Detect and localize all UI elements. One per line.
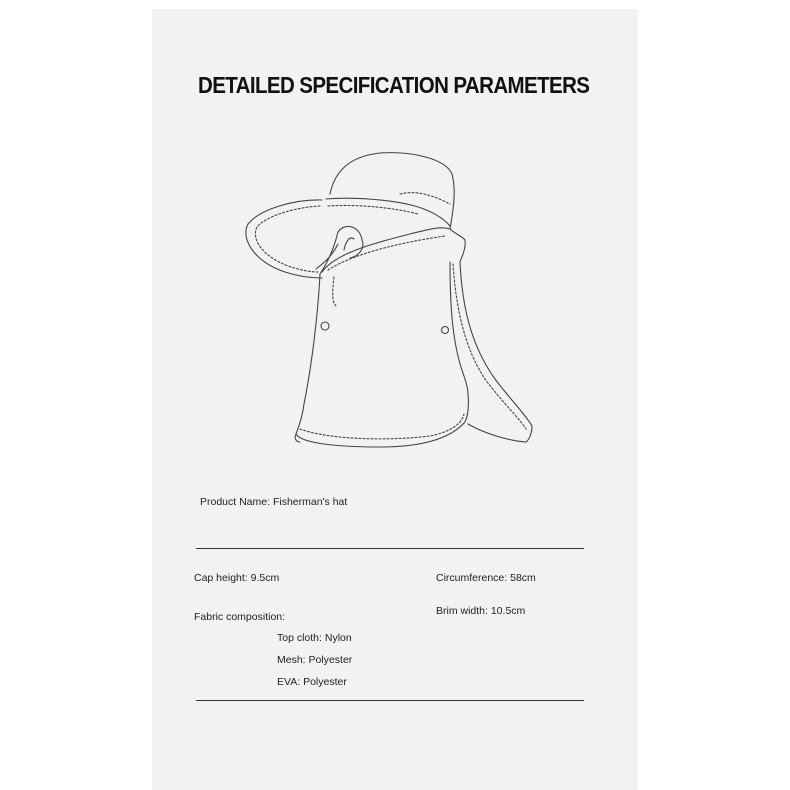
fabric-heading: Fabric composition: [194, 611, 286, 623]
circumference: Circumference: 58cm [436, 572, 536, 584]
spec-sheet [152, 9, 638, 790]
cap-height: Cap height: 9.5cm [194, 572, 280, 584]
fabric-item: EVA: Polyester [277, 676, 347, 688]
product-name: Product Name: Fisherman's hat [200, 496, 348, 508]
fisherman-hat-icon [240, 144, 540, 454]
brim-width: Brim width: 10.5cm [436, 605, 526, 617]
fabric-item: Top cloth: Nylon [277, 632, 352, 644]
divider-bottom [196, 700, 584, 701]
page-title: DETAILED SPECIFICATION PARAMETERS [198, 73, 590, 99]
divider-top [196, 548, 584, 549]
fabric-item: Mesh: Polyester [277, 654, 353, 666]
